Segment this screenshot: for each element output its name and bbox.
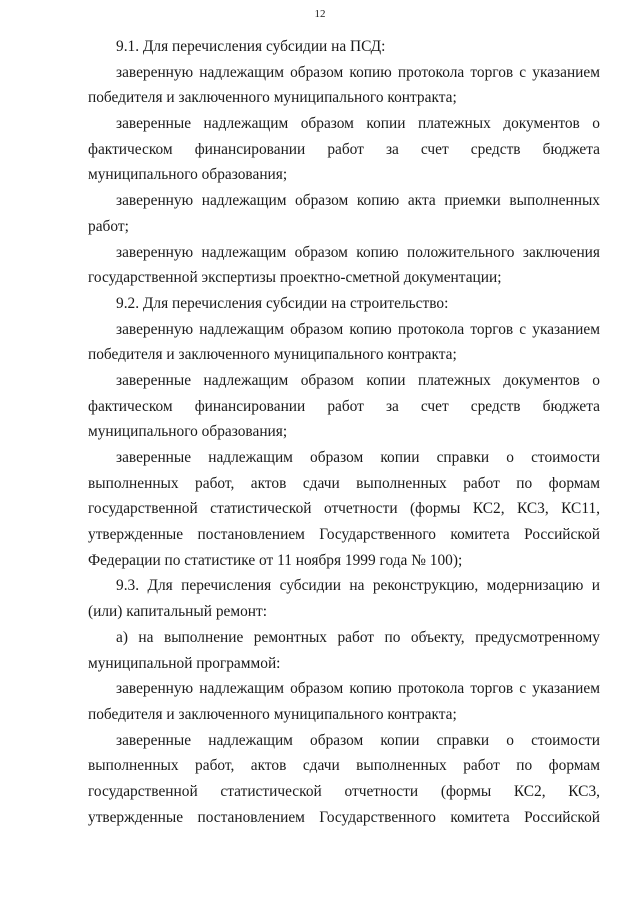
text-line: (или) капитальный ремонт: xyxy=(88,603,268,621)
text-line: утвержденные постановлением Государственного комитета Российской xyxy=(88,808,600,826)
text-line: заверенные надлежащим образом копии платежных документов о xyxy=(116,115,600,133)
text-line: фактическом финансировании работ за счет средств бюджета xyxy=(88,397,600,415)
text-line: государственной статистической отчетности (формы КС2, КС3, xyxy=(88,782,600,800)
text-line: работ; xyxy=(88,217,129,235)
text-line: победителя и заключенного муниципального контракта; xyxy=(88,89,457,107)
text-line: заверенные надлежащим образом копии платежных документов о xyxy=(116,371,600,389)
text-line: фактическом финансировании работ за счет средств бюджета xyxy=(88,140,600,158)
text-line: заверенную надлежащим образом копию протокола торгов с указанием xyxy=(116,63,600,81)
text-line: государственной экспертизы проектно-сметной документации; xyxy=(88,269,502,287)
text-line: победителя и заключенного муниципального контракта; xyxy=(88,346,457,364)
text-line: заверенные надлежащим образом копии справки о стоимости xyxy=(116,449,600,466)
text-line: выполненных работ, актов сдачи выполненных работ по формам xyxy=(88,757,600,775)
text-line: заверенные надлежащим образом копии справки о стоимости xyxy=(116,731,600,749)
text-line: 9.2. Для перечисления субсидии на строительство: xyxy=(116,294,449,312)
text-line: муниципального образования; xyxy=(88,423,288,441)
document-body xyxy=(88,34,600,830)
text-line: заверенную надлежащим образом копию протокола торгов с указанием xyxy=(116,320,600,338)
text-line: заверенную надлежащим образом копию положительного заключения xyxy=(116,243,600,261)
text-line: Федерации по статистике от 11 ноября 1999 года № 100); xyxy=(88,551,463,569)
text-line: муниципальной программой: xyxy=(88,654,281,672)
text-line: муниципального образования; xyxy=(88,166,288,184)
text-line: победителя и заключенного муниципального контракта; xyxy=(88,705,457,723)
text-line: 9.3. Для перечисления субсидии на реконструкцию, модернизацию и xyxy=(116,577,600,595)
text-line: а) на выполнение ремонтных работ по объекту, предусмотренному xyxy=(116,628,600,646)
text-line: заверенную надлежащим образом копию протокола торгов с указанием xyxy=(116,680,600,698)
text-line: утвержденные постановлением Государственного комитета Российской xyxy=(88,526,600,544)
text-line: выполненных работ, актов сдачи выполненных работ по формам xyxy=(88,474,600,492)
page-number: 12 xyxy=(314,8,326,20)
text-line: заверенную надлежащим образом копию акта приемки выполненных xyxy=(116,192,600,210)
text-line: 9.1. Для перечисления субсидии на ПСД: xyxy=(116,38,386,55)
text-line: государственной статистической отчетности (формы КС2, КС3, КС11, xyxy=(88,500,600,518)
